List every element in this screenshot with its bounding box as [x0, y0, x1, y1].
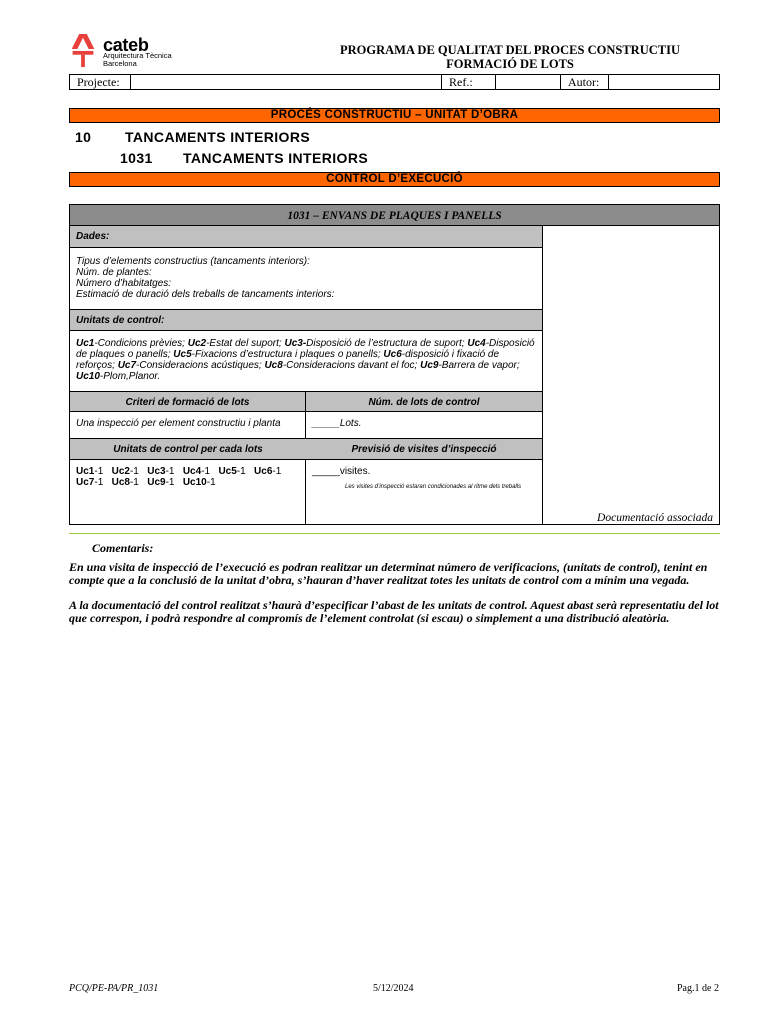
dades-line: Estimació de duració dels treballs de tancaments interiors:	[76, 289, 335, 300]
logo-subtitle	[103, 52, 172, 68]
footer-doc-code: PCQ/PE-PA/PR_1031	[69, 983, 159, 994]
uc-count-value: -1	[94, 477, 104, 488]
execution-control-band: CONTROL D’EXECUCIÓ	[69, 172, 720, 187]
comments-paragraph-2: A la documentació del control realitzat s’haurà d’especificar l’abast de les unitats de control. Aquest abast serà representatiu del lot que correspon, i podrà respondre al compromís de l’element controlat (si escau) o simplement a una distribució aleatòria.	[69, 598, 719, 625]
uc-count-value: -1	[236, 466, 246, 477]
dades-body	[76, 256, 536, 300]
footer-page: Pag.1 de 2	[677, 983, 719, 994]
lots-table	[69, 204, 720, 525]
uc-desc: -Consideracions acústiques;	[136, 360, 265, 371]
unitats-header: Unitats de control:	[70, 309, 542, 331]
uc-count-code: Uc6	[254, 466, 273, 477]
uc-code: Uc8	[264, 360, 283, 371]
table-left-column	[70, 226, 543, 524]
uc-count-value: -1	[272, 466, 282, 477]
uc-desc: -Condicions prèvies;	[94, 338, 188, 349]
uc-count-code: Uc7	[76, 477, 95, 488]
criteri-header: Criteri de formació de lots	[70, 391, 306, 412]
uc-count-code: Uc5	[218, 466, 237, 477]
uc-code: Uc3-	[284, 338, 307, 349]
uc-count-code: Uc1	[76, 466, 95, 477]
uc-count-value: -1	[206, 477, 216, 488]
uc-desc: -Disposició de plaques o panells;	[76, 338, 535, 360]
uc-counts	[76, 466, 301, 488]
uc-count-value: -1	[165, 466, 175, 477]
visites-field[interactable]: _____	[312, 466, 340, 477]
comments-title: Comentaris:	[92, 541, 154, 555]
num-lots-cell	[312, 418, 537, 429]
uc-count-code: Uc10	[182, 477, 207, 488]
criteri-value: Una inspecció per element constructiu i planta	[76, 418, 281, 429]
documentacio-associada: Documentació associada	[597, 512, 713, 524]
visites-note: Les visites d’inspecció estaran condicionades al ritme dels treballs	[345, 484, 522, 490]
project-label: Projecte:	[70, 75, 131, 89]
previsio-header: Previsió de visites d’inspecció	[306, 438, 542, 460]
uc-desc: -Plom,Planor.	[99, 371, 161, 382]
uc-count-code: Uc9	[147, 477, 166, 488]
ref-field[interactable]	[496, 75, 561, 89]
logo-name: cateb	[103, 35, 149, 55]
uc-count-code: Uc4	[182, 466, 202, 477]
dades-header: Dades:	[70, 226, 542, 248]
uc-desc: -disposició i fixació de reforços;	[76, 349, 500, 371]
visites-unit: visites.	[339, 466, 371, 477]
uc-desc: -Fixacions d’estructura i plaques o panells;	[191, 349, 384, 360]
visites-cell	[312, 466, 537, 477]
logo-subtitle-line1: Arquitectura Tècnica	[103, 51, 172, 60]
uc-count-code: Uc3	[147, 466, 166, 477]
unitats-body	[76, 338, 538, 382]
dades-line: Tipus d’elements constructius (tancaments interiors):	[76, 256, 310, 267]
num-lots-header: Núm. de lots de control	[306, 391, 542, 412]
program-title-line1: PROGRAMA DE QUALITAT DEL PROCES CONSTRUCTIU	[340, 43, 680, 57]
comments-paragraph-1: En una visita de inspecció de l’execució es podran realitzar un determinat número de verificacions, (unitats de control), tenint en compte que a la conclusió de la unitat d’obra, s’hauran d’haver realitzat totes les unitats de control com a mínim una vegada.	[69, 560, 708, 587]
process-unit-band: PROCÉS CONSTRUCTIU – UNITAT D’OBRA	[69, 108, 720, 123]
uc-count-code: Uc2	[111, 466, 130, 477]
program-title	[300, 43, 720, 71]
uc-count-value: -1	[129, 477, 139, 488]
project-info-bar	[69, 74, 720, 90]
author-label: Autor:	[561, 75, 609, 89]
uc-code: Uc7	[117, 360, 137, 371]
uc-count-code: Uc8	[111, 477, 130, 488]
uc-code: Uc6	[383, 349, 402, 360]
cateb-logo	[70, 33, 180, 71]
dades-line: Núm. de plantes:	[76, 267, 152, 278]
chapter-title: TANCAMENTS INTERIORS	[125, 129, 311, 145]
uc-per-lot-header: Unitats de control per cada lots	[70, 438, 306, 460]
uc-desc: -Consideracions davant el foc;	[282, 360, 421, 371]
cateb-a-icon	[70, 33, 96, 67]
column-divider	[305, 412, 306, 524]
logo-subtitle-line2: Barcelona	[103, 59, 137, 68]
num-lots-unit: Lots.	[339, 418, 362, 429]
dades-line: Número d’habitatges:	[76, 278, 172, 289]
uc-desc: -Barrera de vapor;	[438, 360, 520, 371]
author-field[interactable]	[609, 75, 719, 89]
divider-line	[69, 533, 720, 534]
uc-count-value: -1	[94, 466, 104, 477]
section-title: TANCAMENTS INTERIORS	[183, 150, 369, 166]
section-code: 1031	[120, 150, 153, 166]
table-title: 1031 – ENVANS DE PLAQUES I PANELLS	[70, 205, 719, 226]
footer-date: 5/12/2024	[373, 983, 414, 994]
uc-code: Uc5	[173, 349, 192, 360]
uc-code: Uc4	[467, 338, 486, 349]
project-field[interactable]	[131, 75, 442, 89]
uc-count-value: -1	[129, 466, 139, 477]
uc-code: Uc2	[187, 338, 207, 349]
program-title-line2: FORMACIÓ DE LOTS	[446, 57, 574, 71]
uc-code: Uc1	[76, 338, 95, 349]
ref-label: Ref.:	[442, 75, 496, 89]
uc-code: Uc10	[76, 371, 100, 382]
uc-counts-row	[76, 466, 301, 477]
uc-counts-row	[76, 477, 301, 488]
uc-desc: -Estat del suport;	[206, 338, 285, 349]
uc-count-value: -1	[165, 477, 175, 488]
num-lots-field[interactable]: _____	[312, 418, 340, 429]
uc-count-value: -1	[201, 466, 211, 477]
chapter-code: 10	[75, 129, 92, 145]
uc-desc: Disposició de l’estructura de suport;	[306, 338, 468, 349]
uc-code: Uc9	[420, 360, 439, 371]
